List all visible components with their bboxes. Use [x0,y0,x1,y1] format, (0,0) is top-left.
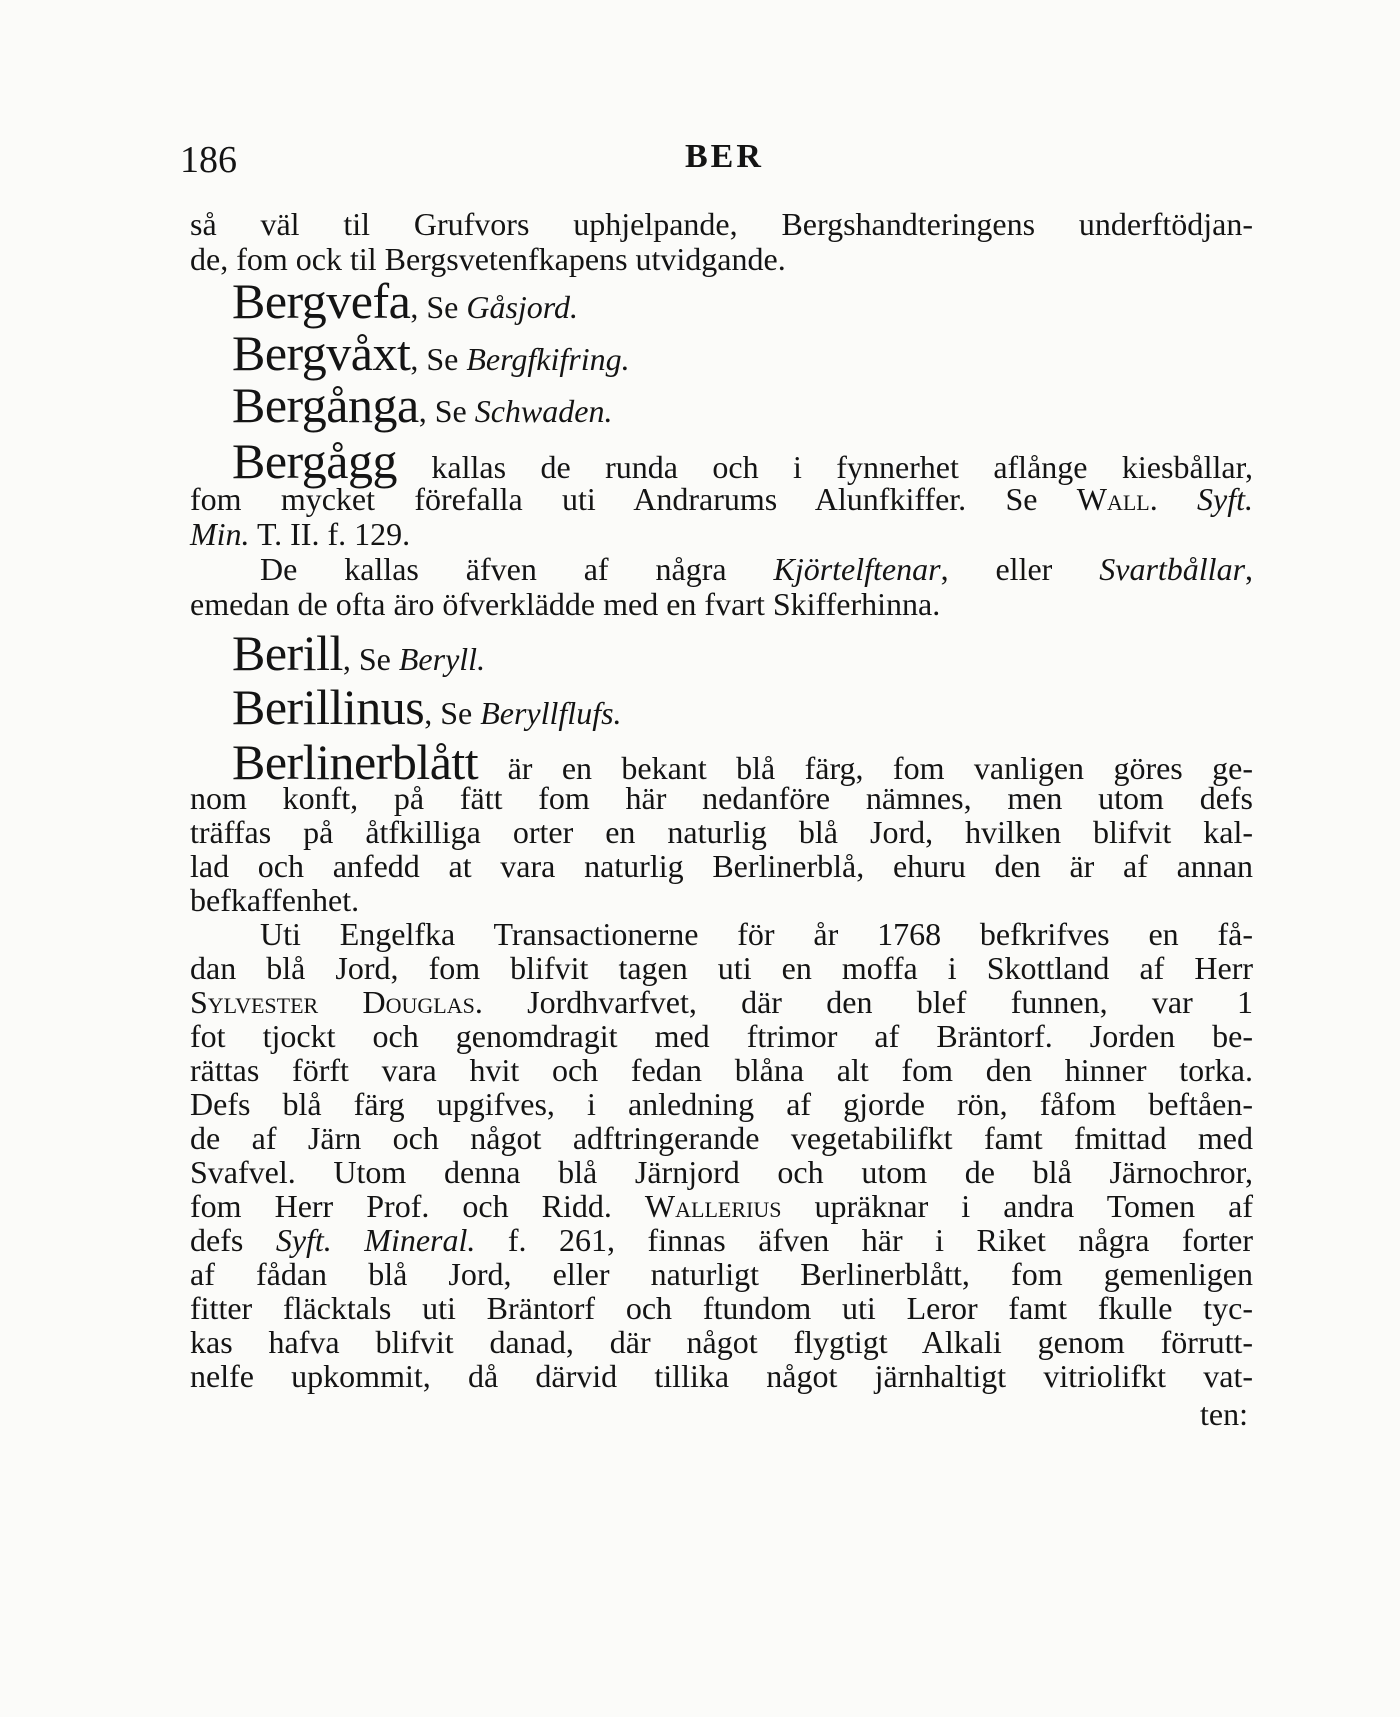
see-label: , Se [418,393,467,429]
author-name: Wall. [1076,481,1158,517]
person-name: Wallerius [644,1188,782,1224]
text-line: defs Syft. Mineral. f. 261, finnas äfven här i Riket några forter [190,1222,1254,1258]
cross-reference: Gåsjord. [466,289,579,325]
cross-reference: Beryll. [398,641,486,677]
page-number: 186 [180,139,237,181]
text-line: Sylvester Douglas. Jordhvarfvet, där den blef funnen, var 1 [190,984,1253,1020]
running-head: BER [685,138,764,175]
dictionary-entry [232,273,579,329]
dictionary-entry [232,377,613,433]
cross-reference: Schwaden. [474,393,613,429]
dictionary-entry [232,679,622,735]
text-line: nelfe upkommit, då därvid tillika något järnhaltigt vitriolifkt vat- [190,1358,1253,1394]
dictionary-entry [232,325,630,381]
text-line: träffas på åtfkilliga orter en naturlig blå Jord, hvilken blifvit kal- [190,814,1253,850]
text-line: lad och anfedd at vara naturlig Berlinerblå, ehuru den är af annan [190,848,1253,884]
headword: Berillinus [232,679,425,735]
see-label: , Se [410,341,459,377]
text-line: fitter fläcktals uti Bräntorf och ftundom uti Leror famt fkulle tyc- [190,1290,1253,1326]
text-line: Defs blå färg upgifves, i anledning af gjorde rön, fåfom beftåen- [190,1086,1253,1122]
see-label: , Se [410,289,459,325]
headword: Berill [232,625,343,681]
text-line: fom Herr Prof. och Ridd. Wallerius upräknar i andra Tomen af [190,1188,1254,1224]
text-line: De kallas äfven af några Kjörtelftenar, eller Svartbållar, [260,551,1254,587]
text-line: fom mycket förefalla uti Andrarums Alunfkiffer. Se Wall. Syft. [190,481,1254,517]
text-line: kas hafva blifvit danad, där något flygtigt Alkali genom förrutt- [190,1324,1253,1360]
page-header [180,138,1260,188]
text-line: befkaffenhet. [190,882,360,918]
see-label: , Se [342,641,391,677]
dictionary-entry [232,625,486,681]
text-line: de, fom ock til Bergsvetenfkapens utvidgande. [190,241,786,277]
cross-reference: Bergfkifring. [466,341,630,377]
text-line: Min. T. II. f. 129. [190,516,411,552]
text-line: rättas förft vara hvit och fedan blåna alt fom den hinner torka. [190,1052,1253,1088]
text-line: Uti Engelfka Transactionerne för år 1768 befkrifves en få- [260,916,1253,952]
text-line: de af Järn och något adftringerande vegetabilifkt famt fmittad med [190,1120,1253,1156]
text-line: emedan de ofta äro öfverklädde med en fvart Skifferhinna. [190,586,941,622]
text-line: så väl til Grufvors uphjelpande, Bergshandteringens underftödjan- [190,206,1253,242]
cross-reference: Beryllflufs. [480,695,622,731]
person-name: Sylvester Douglas. [190,984,483,1020]
headword: Bergånga [232,377,419,433]
entry-first-line [232,433,1254,489]
catchword: ten: [1200,1396,1248,1432]
text-line: Svafvel. Utom denna blå Järnjord och utom de blå Järnochror, [190,1154,1253,1190]
text-line: af fådan blå Jord, eller naturligt Berlinerblått, fom gemenligen [190,1256,1253,1292]
definition-text: är en bekant blå färg, fom vanligen göres ge- [507,750,1253,786]
text-line: fot tjockt och genomdragit med ftrimor af Bräntorf. Jorden be- [190,1018,1253,1054]
see-label: , Se [424,695,473,731]
headword: Berlinerblått [232,734,479,790]
headword: Bergågg [232,433,397,489]
headword: Bergvåxt [232,325,411,381]
definition-text: kallas de runda och i fynnerhet aflånge kiesbållar, [431,449,1254,485]
headword: Bergvefa [232,273,411,329]
text-line: nom konft, på fätt fom här nedanföre nämnes, men utom defs [190,780,1253,816]
text-line: dan blå Jord, fom blifvit tagen uti en moffa i Skottland af Herr [190,950,1253,986]
